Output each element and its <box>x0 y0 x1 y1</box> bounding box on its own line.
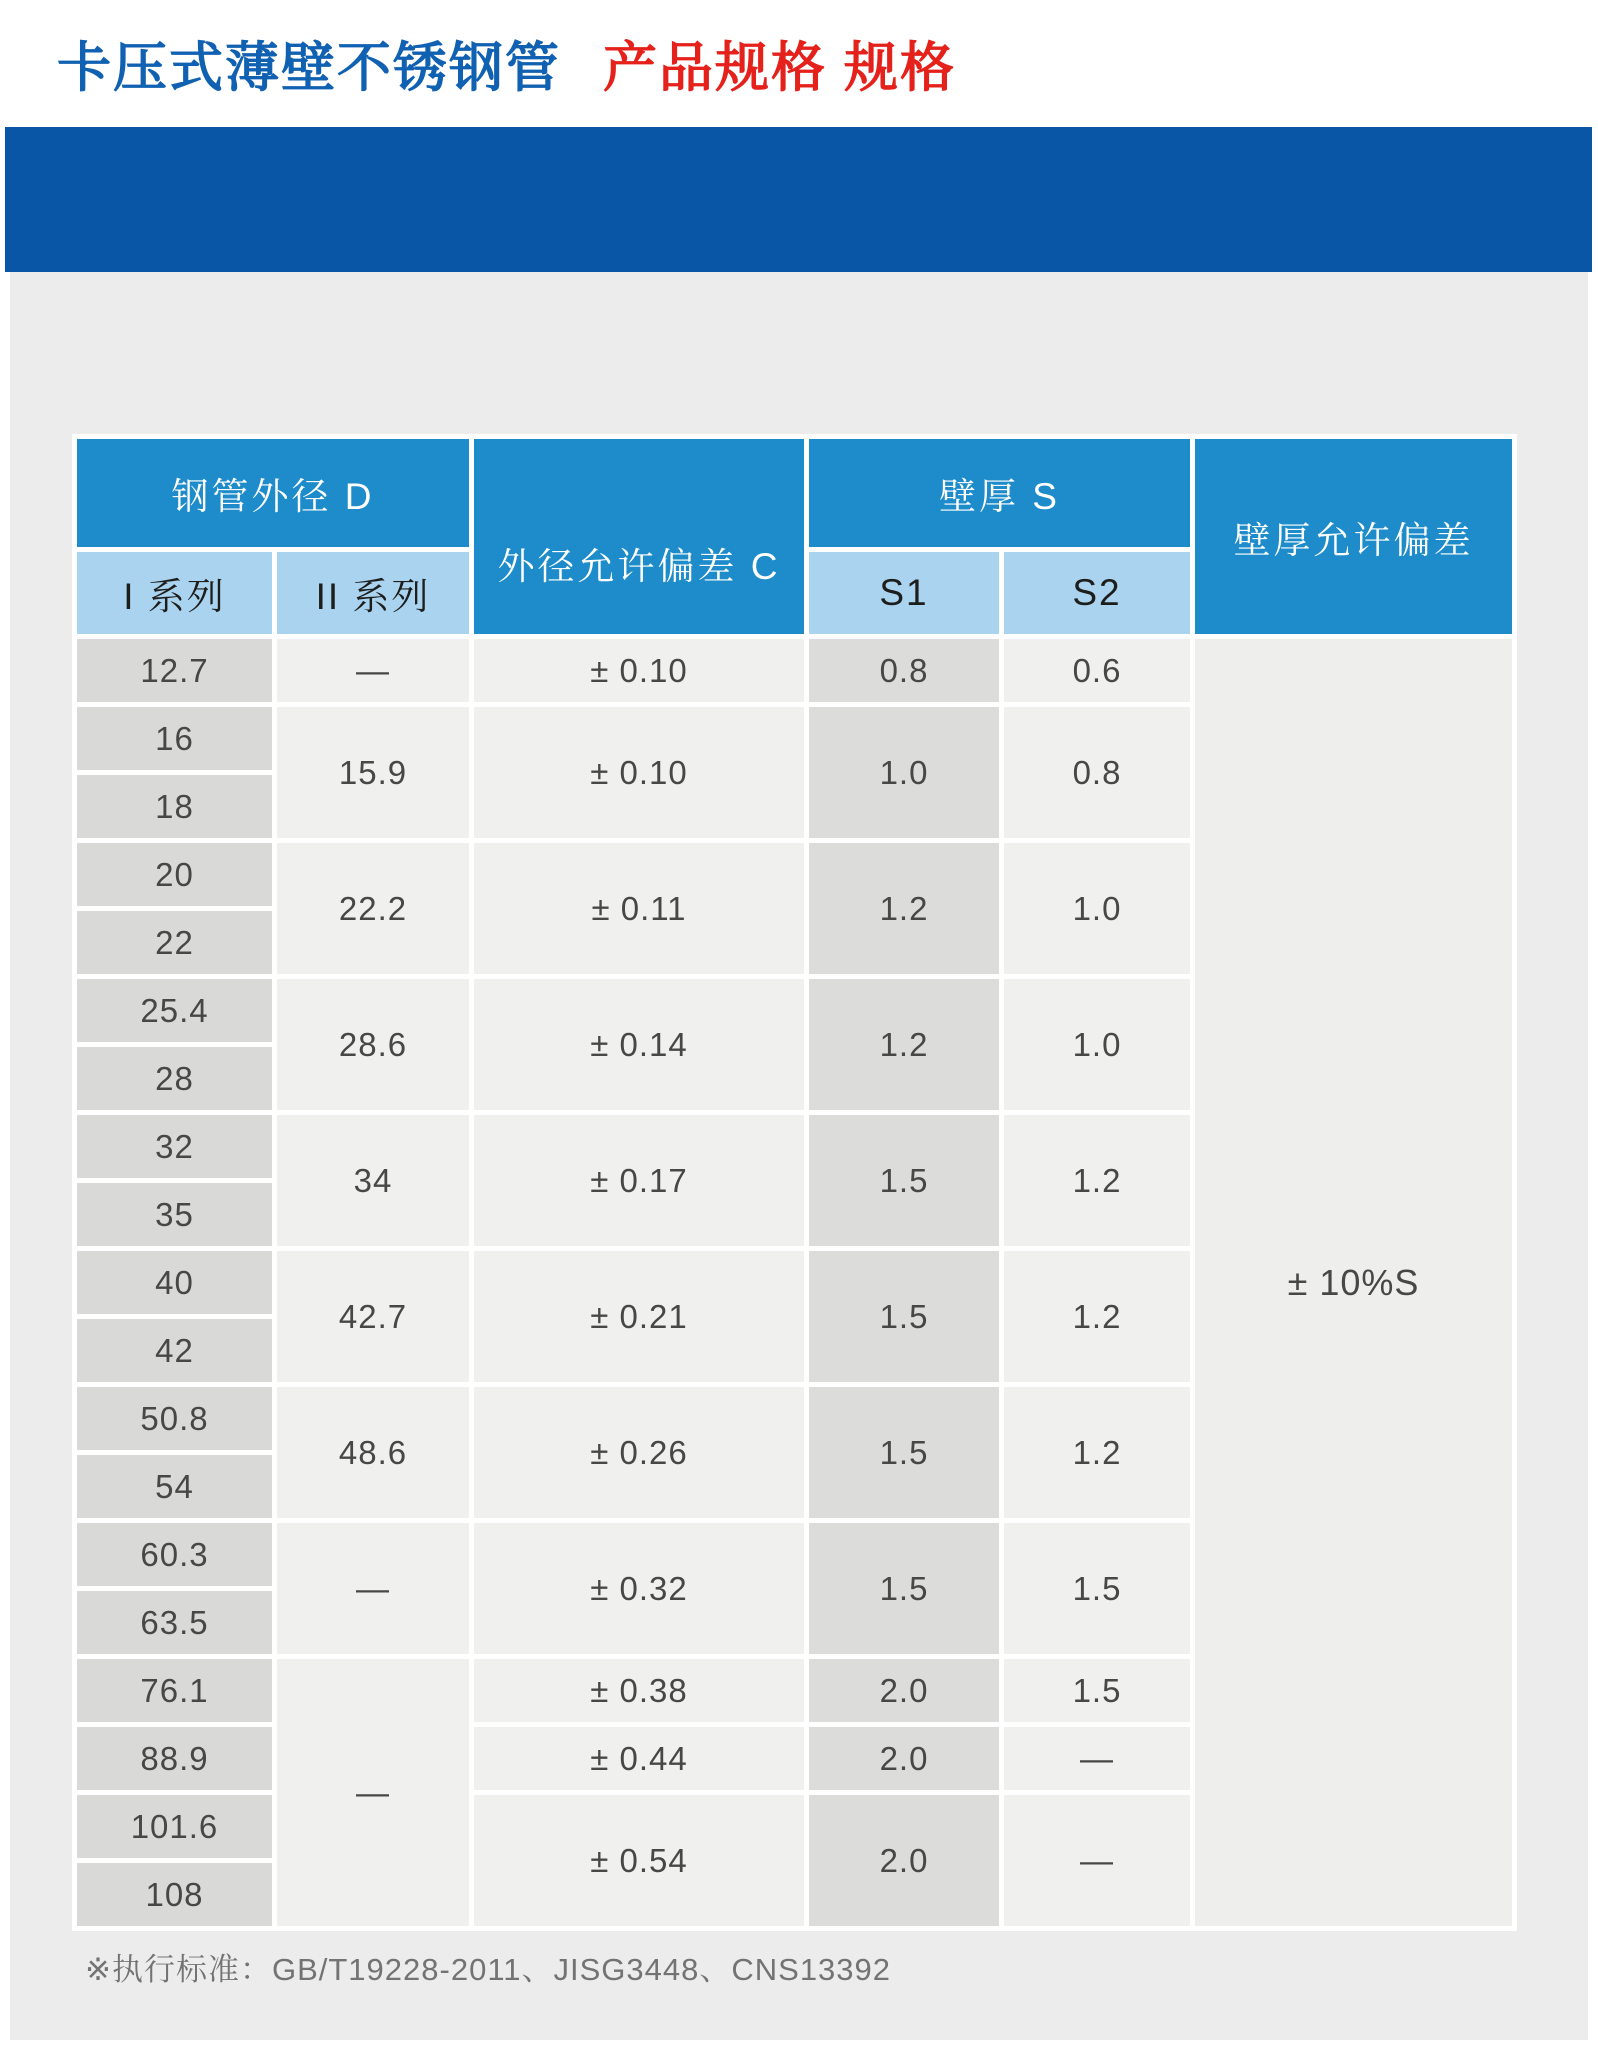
header-od-tolerance: 外径允许偏差 C <box>474 439 804 634</box>
cell-s2: 1.0 <box>1004 843 1190 974</box>
cell-s2: 1.5 <box>1004 1523 1190 1654</box>
cell-series1: 32 <box>77 1115 272 1178</box>
table-header-row-groups <box>77 439 1512 547</box>
page-title <box>57 8 956 118</box>
header-wt-tolerance: 壁厚允许偏差 <box>1195 439 1512 634</box>
cell-s1: 1.2 <box>809 979 999 1110</box>
cell-s2: 0.8 <box>1004 707 1190 838</box>
cell-series1: 25.4 <box>77 979 272 1042</box>
cell-series2: 42.7 <box>277 1251 469 1382</box>
cell-s1: 2.0 <box>809 1795 999 1926</box>
cell-s1: 1.5 <box>809 1523 999 1654</box>
cell-series2: — <box>277 639 469 702</box>
cell-series1: 18 <box>77 775 272 838</box>
cell-s1: 1.5 <box>809 1387 999 1518</box>
cell-od-tolerance: ± 0.11 <box>474 843 804 974</box>
cell-series1: 35 <box>77 1183 272 1246</box>
cell-od-tolerance: ± 0.32 <box>474 1523 804 1654</box>
cell-series1: 60.3 <box>77 1523 272 1586</box>
cell-s1: 2.0 <box>809 1727 999 1790</box>
cell-series2: — <box>277 1523 469 1654</box>
cell-s1: 2.0 <box>809 1659 999 1722</box>
cell-s2: 0.6 <box>1004 639 1190 702</box>
cell-od-tolerance: ± 0.10 <box>474 639 804 702</box>
cell-series1: 108 <box>77 1863 272 1926</box>
cell-od-tolerance: ± 0.44 <box>474 1727 804 1790</box>
cell-s2: 1.0 <box>1004 979 1190 1110</box>
subheader-series1: I 系列 <box>77 552 272 634</box>
standards-footnote: ※执行标准：GB/T19228-2011、JISG3448、CNS13392 <box>85 1952 892 1987</box>
cell-s2: 1.5 <box>1004 1659 1190 1722</box>
cell-s2: — <box>1004 1727 1190 1790</box>
cell-series1: 22 <box>77 911 272 974</box>
cell-series1: 42 <box>77 1319 272 1382</box>
cell-s1: 0.8 <box>809 639 999 702</box>
cell-series2: 15.9 <box>277 707 469 838</box>
cell-od-tolerance: ± 0.38 <box>474 1659 804 1722</box>
table-row <box>77 639 1512 702</box>
cell-series2: 34 <box>277 1115 469 1246</box>
cell-wt-tolerance-value: ± 10%S <box>1195 639 1512 1926</box>
cell-series2: 48.6 <box>277 1387 469 1518</box>
cell-od-tolerance: ± 0.21 <box>474 1251 804 1382</box>
subheader-series2: II 系列 <box>277 552 469 634</box>
cell-series1: 40 <box>77 1251 272 1314</box>
blue-banner <box>5 127 1592 272</box>
cell-series1: 20 <box>77 843 272 906</box>
cell-series1: 63.5 <box>77 1591 272 1654</box>
cell-od-tolerance: ± 0.14 <box>474 979 804 1110</box>
cell-od-tolerance: ± 0.10 <box>474 707 804 838</box>
cell-s1: 1.2 <box>809 843 999 974</box>
page-title-product: 卡压式薄壁不锈钢管 <box>57 37 561 98</box>
cell-s1: 1.5 <box>809 1115 999 1246</box>
header-outer-diameter: 钢管外径 D <box>77 439 469 547</box>
cell-od-tolerance: ± 0.54 <box>474 1795 804 1926</box>
cell-series1: 76.1 <box>77 1659 272 1722</box>
cell-od-tolerance: ± 0.17 <box>474 1115 804 1246</box>
cell-s2: — <box>1004 1795 1190 1926</box>
page-title-section: 产品规格 规格 <box>603 37 957 98</box>
header-wall-thickness: 壁厚 S <box>809 439 1190 547</box>
cell-series2: 22.2 <box>277 843 469 974</box>
spec-panel <box>10 272 1588 2040</box>
cell-series1: 54 <box>77 1455 272 1518</box>
cell-series1: 50.8 <box>77 1387 272 1450</box>
subheader-s1: S1 <box>809 552 999 634</box>
cell-series2: — <box>277 1659 469 1926</box>
cell-s1: 1.5 <box>809 1251 999 1382</box>
cell-series1: 101.6 <box>77 1795 272 1858</box>
cell-series1: 16 <box>77 707 272 770</box>
cell-s2: 1.2 <box>1004 1251 1190 1382</box>
cell-od-tolerance: ± 0.26 <box>474 1387 804 1518</box>
cell-series1: 12.7 <box>77 639 272 702</box>
spec-table <box>72 434 1517 1931</box>
cell-s1: 1.0 <box>809 707 999 838</box>
cell-series2: 28.6 <box>277 979 469 1110</box>
cell-s2: 1.2 <box>1004 1387 1190 1518</box>
cell-series1: 88.9 <box>77 1727 272 1790</box>
cell-s2: 1.2 <box>1004 1115 1190 1246</box>
subheader-s2: S2 <box>1004 552 1190 634</box>
cell-series1: 28 <box>77 1047 272 1110</box>
